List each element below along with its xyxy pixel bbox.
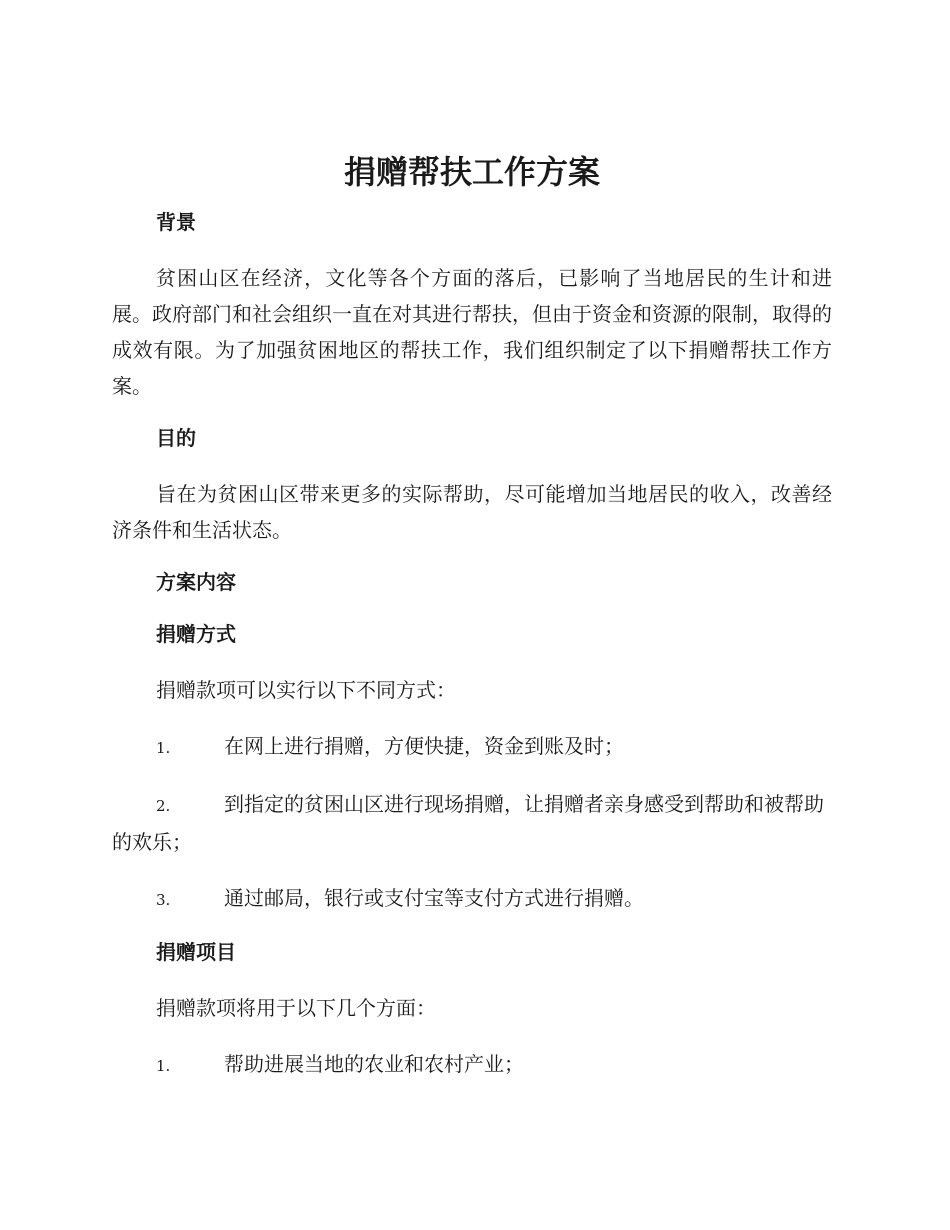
list-number: 1. [156, 739, 171, 757]
section-heading-background: 背景 [156, 210, 196, 234]
list-number: 3. [156, 891, 171, 909]
document-page [112, 150, 832, 1104]
section-heading-purpose: 目的 [156, 426, 196, 450]
list-number: 1. [156, 1057, 171, 1075]
document-title: 捐赠帮扶工作方案 [343, 153, 600, 191]
paragraph-donation-projects-intro: 捐赠款项将用于以下几个方面： [156, 996, 436, 1020]
paragraph-background: 贫困山区在经济，文化等各个方面的落后，已影响了当地居民的生计和进展。政府部门和社会组织一直在对其进行帮扶，但由于资金和资源的限制，取得的成效有限。为了加强贫困地区的帮扶工作，我们组织制定了以下捐赠帮扶工作方案。 [112, 266, 832, 398]
list-item [112, 786, 832, 860]
list-item-text: 通过邮局，银行或支付宝等支付方式进行捐赠。 [224, 886, 644, 910]
list-item [112, 728, 832, 766]
paragraph-purpose: 旨在为贫困山区带来更多的实际帮助，尽可能增加当地居民的收入，改善经济条件和生活状态。 [112, 482, 832, 542]
paragraph-donation-methods-intro: 捐赠款项可以实行以下不同方式： [156, 678, 456, 702]
list-item-text: 在网上进行捐赠，方便快捷，资金到账及时； [224, 734, 624, 758]
section-heading-donation-projects: 捐赠项目 [156, 940, 236, 964]
list-number: 2. [156, 797, 171, 815]
section-heading-donation-methods: 捐赠方式 [156, 622, 236, 646]
list-item [112, 880, 832, 918]
list-item-text: 到指定的贫困山区进行现场捐赠，让捐赠者亲身感受到帮助和被帮助的欢乐； [112, 792, 824, 854]
section-heading-plan-content: 方案内容 [156, 570, 236, 594]
list-item-text: 帮助进展当地的农业和农村产业； [224, 1052, 524, 1076]
list-item [112, 1046, 832, 1084]
